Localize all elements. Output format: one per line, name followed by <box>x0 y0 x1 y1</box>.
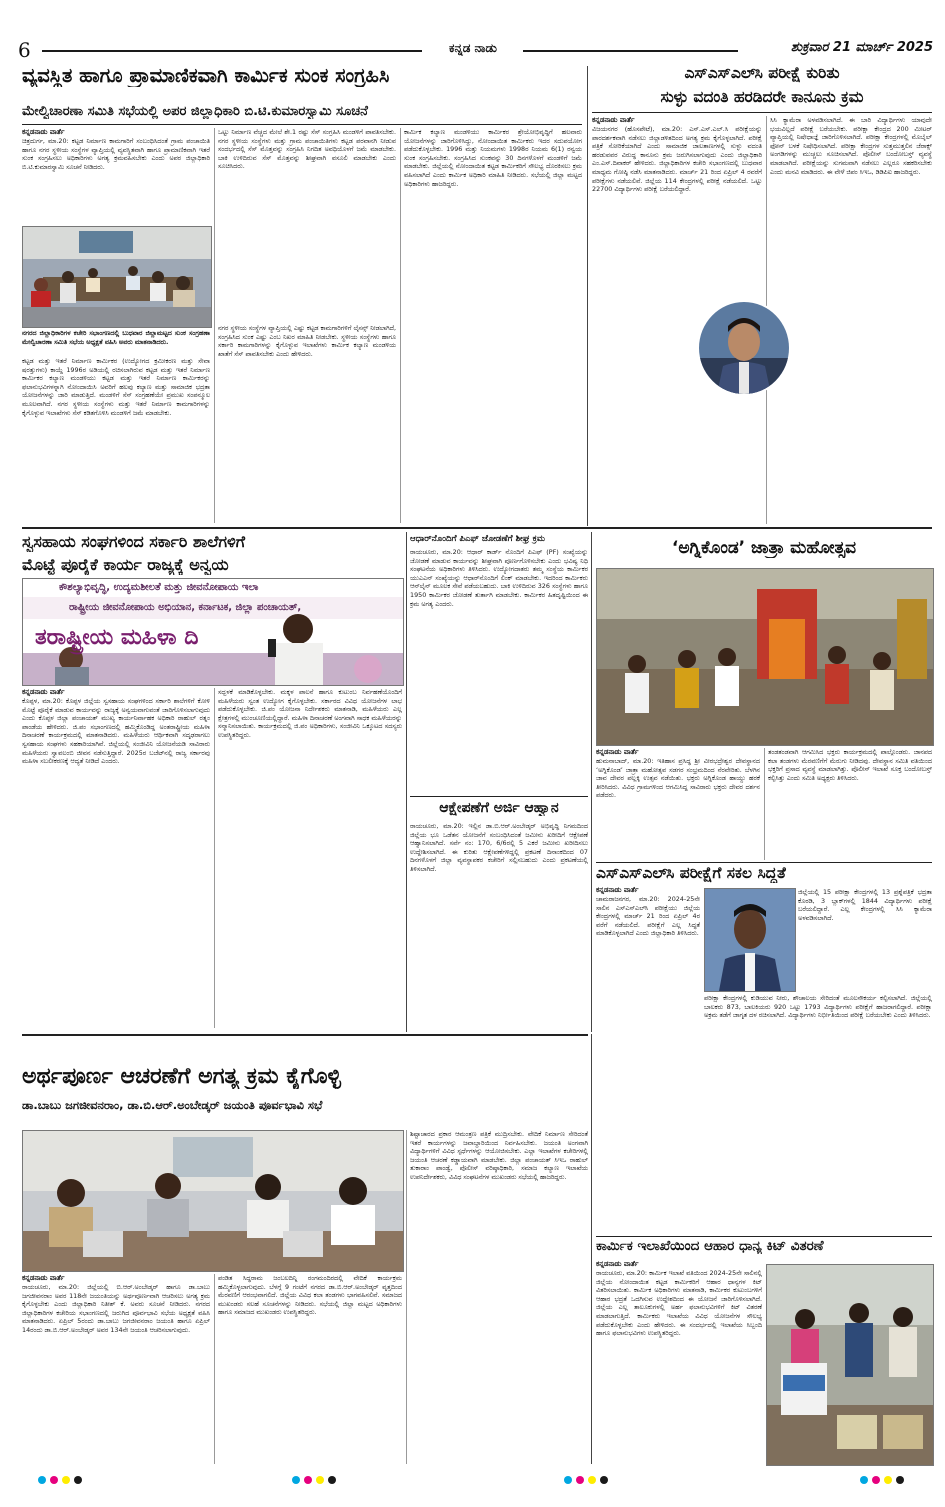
column-divider <box>214 128 215 523</box>
article-body: ರಾಯಚೂರು, ಮಾ.20: ಕಾರ್ಮಿಕ ಇಲಾಖೆ ವತಿಯಿಂದ 2024-25ನೇ ಸಾಲಿನಲ್ಲಿ ಜಿಲ್ಲೆಯ ನೋಂದಾಯಿತ ಕಟ್ಟಡ ಕಾರ್ಮಿಕರಿಗೆ ಆಹಾರ ಧಾನ್ಯಗಳ ಕಿಟ್ ವಿತರಿಸಲಾಯಿತು. ಕಾರ್ಮಿಕ ಅಧಿಕಾರಿಗಳು ಮಾತನಾಡಿ, ಕಾರ್ಮಿಕರ ಕುಟುಂಬಗಳಿಗೆ ಆಹಾರ ಭದ್ರತೆ ಒದಗಿಸುವ ಉದ್ದೇಶದಿಂದ ಈ ಯೋಜನೆ ಜಾರಿಗೊಳಿಸಲಾಗಿದೆ. ಜಿಲ್ಲೆಯ ಎಲ್ಲ ತಾಲೂಕುಗಳಲ್ಲಿ ಅರ್ಹ ಫಲಾನುಭವಿಗಳಿಗೆ ಕಿಟ್ ವಿತರಣೆ ಮಾಡಲಾಗುತ್ತಿದೆ. ಕಾರ್ಮಿಕರು ಇಲಾಖೆಯ ವಿವಿಧ ಯೋಜನೆಗಳ ಸೌಲಭ್ಯ ಪಡೆದುಕೊಳ್ಳಬೇಕು ಎಂದು ಹೇಳಿದರು. ಈ ಸಂದರ್ಭದಲ್ಲಿ ಇಲಾಖೆಯ ಸಿಬ್ಬಂದಿ ಹಾಗೂ ಫಲಾನುಭವಿಗಳು ಉಪಸ್ಥಿತರಿದ್ದರು. <box>596 1269 762 1338</box>
article-headline: ಆಧಾರ್‌ನೊಂದಿಗೆ ಪಿಎಫ್ ಜೋಡಣೆಗೆ ಶೀಘ್ರ ಕ್ರಮ <box>410 534 546 544</box>
divider <box>592 112 932 113</box>
article-body: ರಾಯಚೂರು, ಮಾ.20: ಆಧಾರ್ ಕಾರ್ಡ್ ನೊಂದಿಗೆ ಪಿಎಫ್ (PF) ಸಂಖ್ಯೆಯನ್ನು ಜೋಡಣೆ ಮಾಡುವ ಕಾರ್ಯವನ್ನು ಶೀಘ್ರವಾಗಿ ಪೂರ್ಣಗೊಳಿಸಬೇಕು ಎಂದು ಭವಿಷ್ಯ ನಿಧಿ ಸಂಘಟನೆಯ ಅಧಿಕಾರಿಗಳು ತಿಳಿಸಿದರು. ಉದ್ಯೋಗದಾತರು ತಮ್ಮ ಸಂಸ್ಥೆಯ ಕಾರ್ಮಿಕರ ಯುಎಎನ್ ಸಂಖ್ಯೆಯನ್ನು ಆಧಾರ್‌ನೊಂದಿಗೆ ಲಿಂಕ್ ಮಾಡಬೇಕು. ಇದರಿಂದ ಕಾರ್ಮಿಕರು ಆನ್‍ಲೈನ್ ಮೂಲಕ ಸೇವೆ ಪಡೆಯಬಹುದು. ಬಾಕಿ ಉಳಿದಿರುವ 326 ಸಂಸ್ಥೆಗಳು ಹಾಗೂ 1950 ಕಾರ್ಮಿಕರ ಜೋಡಣೆ ತುರ್ತಾಗಿ ಮಾಡಬೇಕು. ಕಾರ್ಮಿಕರ ಹಿತದೃಷ್ಟಿಯಿಂದ ಈ ಕ್ರಮ ಅಗತ್ಯ ಎಂದರು. <box>410 548 588 608</box>
official-portrait <box>704 888 796 992</box>
article-headline: ಎಸ್‍ಎಸ್‍ಎಲ್‍ಸಿ ಪರೀಕ್ಷೆ ಕುರಿತು <box>684 64 840 82</box>
column-divider <box>764 748 765 860</box>
article-column <box>22 1274 210 1464</box>
dateline: ಕನ್ನಡನಾಡು ವಾರ್ತೆ <box>22 688 65 696</box>
header-rule-left <box>42 50 422 52</box>
article-headline: ಆಕ್ಷೇಪಣೆಗೆ ಅರ್ಜಿ ಆಹ್ವಾನ <box>439 800 559 816</box>
section-divider <box>22 527 932 529</box>
article-headline: ಅರ್ಥಪೂರ್ಣ ಆಚರಣೆಗೆ ಅಗತ್ಯ ಕ್ರಮ ಕೈಗೊಳ್ಳಿ <box>22 1064 341 1089</box>
article-headline: ‘ಅಗ್ನಿಕೊಂಡ’ ಜಾತ್ರಾ ಮಹೋತ್ಸವ <box>671 538 857 558</box>
article-headline: ಎಸ್‍ಎಸ್‍ಎಲ್‍ಸಿ ಪರೀಕ್ಷೆಗೆ ಸಕಲ ಸಿದ್ಧತೆ <box>596 864 786 882</box>
registration-dot <box>62 1476 70 1484</box>
article-subhead: ಡಾ.ಬಾಬು ಜಗಜೀವನರಾಂ, ಡಾ.ಬಿ.ಆರ್.ಅಂಬೇಡ್ಕರ್ ಜಯಂತಿ ಪೂರ್ವಭಾವಿ ಸಭೆ <box>22 1098 323 1112</box>
article-body: ಹುಮನಾಬಾದ್, ಮಾ.20: ಇತಿಹಾಸ ಪ್ರಸಿದ್ಧ ಶ್ರೀ ವೀರಭದ್ರೇಶ್ವರ ದೇವಸ್ಥಾನದ ‘ಅಗ್ನಿಕೊಂಡ’ ಜಾತ್ರಾ ಮಹೋತ್ಸವ ಸಡಗರ ಸಂಭ್ರಮದಿಂದ ನೆರವೇರಿತು. ಬೆಳಗಿನ ಜಾವ ದೇವರ ಪಲ್ಲಕ್ಕಿ ಉತ್ಸವ ನಡೆಯಿತು. ಭಕ್ತರು ಅಗ್ನಿಕೊಂಡ ಹಾಯ್ದು ಹರಕೆ ತೀರಿಸಿದರು. ವಿವಿಧ ಗ್ರಾಮಗಳಿಂದ ಆಗಮಿಸಿದ್ದ ಸಾವಿರಾರು ಭಕ್ತರು ದೇವರ ದರ್ಶನ ಪಡೆದರು. <box>596 757 760 800</box>
dateline: ಕನ್ನಡನಾಡು ವಾರ್ತೆ <box>596 886 639 894</box>
article-body: ಸದ್ಬಳಕೆ ಮಾಡಿಕೊಳ್ಳಬೇಕು. ಮಕ್ಕಳ ಪಾಲನೆ ಹಾಗೂ ಕುಟುಂಬ ನಿರ್ವಹಣೆಯೊಂದಿಗೆ ಮಹಿಳೆಯರು ಸ್ವಂತ ಉದ್ಯೋಗ ಕೈಗೊಳ್ಳಬೇಕು. ಸರ್ಕಾರದ ವಿವಿಧ ಯೋಜನೆಗಳ ಲಾಭ ಪಡೆದುಕೊಳ್ಳಬೇಕು. ಜಿ.ಪಂ ಯೋಜನಾ ನಿರ್ದೇಶಕರು ಮಾತನಾಡಿ, ಮಹಿಳೆಯರು ಎಲ್ಲ ಕ್ಷೇತ್ರಗಳಲ್ಲಿ ಮುಂಚೂಣಿಯಲ್ಲಿದ್ದಾರೆ. ಮಹಿಳಾ ದಿನಾಚರಣೆ ಅಂಗವಾಗಿ ಸಾಧಕ ಮಹಿಳೆಯರನ್ನು ಸನ್ಮಾನಿಸಲಾಯಿತು. ಕಾರ್ಯಕ್ರಮದಲ್ಲಿ ಜಿ.ಪಂ ಅಧಿಕಾರಿಗಳು, ಸಂಜೀವಿನಿ ಒಕ್ಕೂಟದ ಸದಸ್ಯರು ಉಪಸ್ಥಿತರಿದ್ದರು. <box>218 688 402 739</box>
meeting-photo <box>22 1130 404 1272</box>
column-divider <box>214 1274 215 1464</box>
article-headline: ಸುಳ್ಳು ವದಂತಿ ಹರಡಿದರೇ ಕಾನೂನು ಕ್ರಮ <box>660 88 864 106</box>
article-column <box>596 748 760 860</box>
article-body: ಶಿಷ್ಟಾಚಾರದ ಪ್ರಕಾರ ಆಮಂತ್ರಣ ಪತ್ರಿಕೆ ಮುದ್ರಿಸಬೇಕು. ವೇದಿಕೆ ನಿರ್ಮಾಣ ಸೇರಿದಂತೆ ಇತರೆ ಕಾರ್ಯಗಳನ್ನು ಜವಾಬ್ದಾರಿಯಿಂದ ನಿರ್ವಹಿಸಬೇಕು. ಜಯಂತಿ ಅಂಗವಾಗಿ ವಿದ್ಯಾರ್ಥಿಗಳಿಗೆ ವಿವಿಧ ಸ್ಪರ್ಧೆಗಳನ್ನು ಆಯೋಜಿಸಬೇಕು. ಎಲ್ಲಾ ಇಲಾಖೆಗಳ ಕಚೇರಿಗಳಲ್ಲಿ ಜಯಂತಿ ಆಚರಣೆ ಕಡ್ಡಾಯವಾಗಿ ಮಾಡಬೇಕು. ಜಿಲ್ಲಾ ಪಂಚಾಯತ್ ಸಿಇಒ ರಾಹುಲ್ ತುಕಾರಾಂ ಪಾಂಡ್ವೆ, ಪೊಲೀಸ್ ವರಿಷ್ಠಾಧಿಕಾರಿ, ಸಮಾಜ ಕಲ್ಯಾಣ ಇಲಾಖೆಯ ಉಪನಿರ್ದೇಶಕರು, ವಿವಿಧ ಸಂಘಟನೆಗಳ ಮುಖಂಡರು ಸಭೆಯಲ್ಲಿ ಹಾಜರಿದ್ದರು. <box>410 1130 588 1181</box>
article-body: ಸಿಸಿ ಕ್ಯಾಮೆರಾ ಅಳವಡಿಸಲಾಗಿದೆ. ಈ ಬಾರಿ ವಿದ್ಯಾರ್ಥಿಗಳು ಯಾವುದೇ ಭಯವಿಲ್ಲದೆ ಪರೀಕ್ಷೆ ಬರೆಯಬೇಕು. ಪರೀಕ್ಷಾ ಕೇಂದ್ರದ 200 ಮೀಟರ್ ವ್ಯಾಪ್ತಿಯಲ್ಲಿ ನಿಷೇಧಾಜ್ಞೆ ಜಾರಿಗೊಳಿಸಲಾಗಿದೆ. ಪರೀಕ್ಷಾ ಕೇಂದ್ರಗಳಲ್ಲಿ ಮೊಬೈಲ್ ಫೋನ್ ಬಳಕೆ ನಿಷೇಧಿಸಲಾಗಿದೆ. ಪರೀಕ್ಷಾ ಕೇಂದ್ರಗಳ ಸುತ್ತಮುತ್ತಲಿನ ಜೆರಾಕ್ಸ್ ಅಂಗಡಿಗಳನ್ನು ಮುಚ್ಚಲು ಸೂಚಿಸಲಾಗಿದೆ. ಪೊಲೀಸ್ ಬಂದೋಬಸ್ತ್ ವ್ಯವಸ್ಥೆ ಮಾಡಲಾಗಿದೆ. ಪರೀಕ್ಷೆಯನ್ನು ಸುಗಮವಾಗಿ ನಡೆಸಲು ಎಲ್ಲರೂ ಸಹಕರಿಸಬೇಕು ಎಂದು ಮನವಿ ಮಾಡಿದರು. ಈ ವೇಳೆ ಜಿಪಂ ಸಿಇಒ, ಡಿಡಿಪಿಐ ಹಾಜರಿದ್ದರು. <box>770 116 932 176</box>
divider <box>596 862 932 863</box>
article-body: ರಾಯಚೂರು, ಮಾ.20: ಜಿಲ್ಲೆಯಲ್ಲಿ ಬಿ.ಆರ್.ಅಂಬೇಡ್ಕರ್ ಹಾಗೂ ಡಾ.ಬಾಬು ಜಗಜೀವನರಾಂ ಅವರ 118ನೇ ಜಯಂತಿಯನ್ನು ಅರ್ಥಪೂರ್ಣವಾಗಿ ಆಚರಿಸಲು ಅಗತ್ಯ ಕ್ರಮ ಕೈಗೊಳ್ಳಬೇಕು ಎಂದು ಜಿಲ್ಲಾಧಿಕಾರಿ ನಿತೀಶ್ ಕೆ. ಅವರು ಸೂಚನೆ ನೀಡಿದರು. ನಗರದ ಜಿಲ್ಲಾಧಿಕಾರಿಗಳ ಕಚೇರಿಯ ಸಭಾಂಗಣದಲ್ಲಿ ಜರುಗಿದ ಪೂರ್ವಭಾವಿ ಸಭೆಯ ಅಧ್ಯಕ್ಷತೆ ವಹಿಸಿ ಮಾತನಾಡಿದರು. ಏಪ್ರಿಲ್ 5ರಂದು ಡಾ.ಬಾಬು ಜಗಜೀವನರಾಂ ಜಯಂತಿ ಹಾಗೂ ಏಪ್ರಿಲ್ 14ರಂದು ಡಾ.ಬಿ.ಆರ್.ಅಂಬೇಡ್ಕರ್ ಅವರ 134ನೇ ಜಯಂತಿ ಆಚರಿಸಲಾಗುವುದು. <box>22 1283 210 1334</box>
dateline: ಕನ್ನಡನಾಡು ವಾರ್ತೆ <box>596 1260 639 1268</box>
registration-dot <box>884 1476 892 1484</box>
article-body: ಕೊಪ್ಪಳ, ಮಾ.20: ಕೊಪ್ಪಳ ಜಿಲ್ಲೆಯ ಸ್ವಸಹಾಯ ಸಂಘಗಳಿಂದ ಸರ್ಕಾರಿ ಶಾಲೆಗಳಿಗೆ ಕೋಳಿ ಮೊಟ್ಟೆ ಪೂರೈಕೆ ಮಾಡುವ ಕಾರ್ಯವನ್ನು ರಾಜ್ಯಕ್ಕೆ ಅನ್ವಯವಾಗುವಂತೆ ಜಾರಿಗೊಳಿಸಲಾಗುವುದು ಎಂದು ಕೊಪ್ಪಳ ಜಿಲ್ಲಾ ಪಂಚಾಯತ್ ಮುಖ್ಯ ಕಾರ್ಯನಿರ್ವಾಹಕ ಅಧಿಕಾರಿ ರಾಹುಲ್ ರತ್ನಂ ಪಾಂಡೆಯ ಹೇಳಿದರು. ಜಿ.ಪಂ ಸಭಾಂಗಣದಲ್ಲಿ ಹಮ್ಮಿಕೊಂಡಿದ್ದ ಅಂತರಾಷ್ಟ್ರೀಯ ಮಹಿಳಾ ದಿನಾಚರಣೆ ಕಾರ್ಯಕ್ರಮದಲ್ಲಿ ಮಾತನಾಡಿದರು. ಮಹಿಳೆಯರು ಆರ್ಥಿಕವಾಗಿ ಸದೃಢರಾಗಲು ಸ್ವಸಹಾಯ ಸಂಘಗಳು ಸಹಕಾರಿಯಾಗಿವೆ. ಜಿಲ್ಲೆಯಲ್ಲಿ ಸಂಜೀವಿನಿ ಯೋಜನೆಯಡಿ ಸಾವಿರಾರು ಮಹಿಳೆಯರು ಸ್ವಾವಲಂಬಿ ಜೀವನ ನಡೆಸುತ್ತಿದ್ದಾರೆ. 2025ರ ಬಜೆಟ್‍ನಲ್ಲಿ ರಾಜ್ಯ ಸರ್ಕಾರವು ಮಹಿಳಾ ಸಬಲೀಕರಣಕ್ಕೆ ಆದ್ಯತೆ ನೀಡಿದೆ ಎಂದರು. <box>22 697 210 766</box>
section-divider <box>591 532 592 1032</box>
registration-dot <box>304 1476 312 1484</box>
photo-caption: ನಗರದ ಜಿಲ್ಲಾಧಿಕಾರಿಗಳ ಕಚೇರಿ ಸಭಾಂಗಣದಲ್ಲಿ ಬುಧವಾರ ಜಿಲ್ಲಾಮಟ್ಟದ ಸುಂಕ ಸಂಗ್ರಹಣಾ ಮೇಲ್ವಿಚಾರಣಾ ಸಮಿತಿ ಸಭೆಯ ಅಧ್ಯಕ್ಷತೆ ವಹಿಸಿ ಅವರು ಮಾತನಾಡಿದರು. <box>22 329 210 346</box>
article-body: ಚಿತ್ರದುರ್ಗ, ಮಾ.20: ಕಟ್ಟಡ ನಿರ್ಮಾಣ ಕಾಮಗಾರಿಗೆ ಸಂಬಂಧಿಸಿದಂತೆ ಗ್ರಾಮ ಪಂಚಾಯಿತಿ ಹಾಗೂ ನಗರ ಸ್ಥಳೀಯ ಸಂಸ್ಥೆಗಳ ವ್ಯಾಪ್ತಿಯಲ್ಲಿ ವ್ಯವಸ್ಥಿತವಾಗಿ ಹಾಗೂ ಪ್ರಾಮಾಣಿಕವಾಗಿ ಇತರೆ ಸುಂಕ ಸಂಗ್ರಹಿಸಲು ಅಧಿಕಾರಿಗಳು ಅಗತ್ಯ ಕ್ರಮವಹಿಸಬೇಕು ಎಂದು ಅಪರ ಜಿಲ್ಲಾಧಿಕಾರಿ ಬಿ.ಟಿ.ಕುಮಾರಸ್ವಾಮಿ ಸೂಚನೆ ನೀಡಿದರು. <box>22 137 210 171</box>
banner-text: ತರಾಷ್ಟ್ರೀಯ ಮಹಿಳಾ ದಿ <box>35 625 199 650</box>
article-body: ಜಿಲ್ಲೆಯಲ್ಲಿ 15 ಪರೀಕ್ಷಾ ಕೇಂದ್ರಗಳಲ್ಲಿ 13 ಪ್ರಶ್ನೆಪತ್ರಿಕೆ ಭದ್ರತಾ ಕೊಠಡಿ, 3 ಬ್ಲಾಕ್‍ಗಳಲ್ಲಿ 1844 ವಿದ್ಯಾರ್ಥಿಗಳು ಪರೀಕ್ಷೆ ಬರೆಯಲಿದ್ದಾರೆ. ಎಲ್ಲ ಕೇಂದ್ರಗಳಲ್ಲಿ ಸಿಸಿ ಕ್ಯಾಮೆರಾ ಅಳವಡಿಸಲಾಗಿದೆ. <box>798 888 932 922</box>
column-divider <box>406 1130 407 1464</box>
article-body: ಒಟ್ಟು ನಿರ್ಮಾಣ ವೆಚ್ಚದ ಮೇಲೆ ಶೇ.1 ರಷ್ಟು ಸೆಸ್ ಸಂಗ್ರಹಿಸಿ ಮಂಡಳಿಗೆ ಪಾವತಿಸಬೇಕು. ನಗರ ಸ್ಥಳೀಯ ಸಂಸ್ಥೆಗಳು ಮತ್ತು ಗ್ರಾಮ ಪಂಚಾಯಿತಿಗಳು ಕಟ್ಟಡ ಪರವಾನಗಿ ನೀಡುವ ಸಂದರ್ಭದಲ್ಲಿ ಸೆಸ್ ಮೊತ್ತವನ್ನು ಸಂಗ್ರಹಿಸಿ ನಿಗದಿತ ಅವಧಿಯೊಳಗೆ ಜಮೆ ಮಾಡಬೇಕು. ಬಾಕಿ ಉಳಿದಿರುವ ಸೆಸ್ ಮೊತ್ತವನ್ನು ಶೀಘ್ರವಾಗಿ ವಸೂಲಿ ಮಾಡಬೇಕು ಎಂದು ಸೂಚಿಸಿದರು. <box>218 128 396 171</box>
section-divider <box>587 66 588 526</box>
section-divider <box>591 1034 592 1464</box>
column-divider <box>214 688 215 1028</box>
section-divider <box>22 1034 588 1036</box>
registration-dot <box>316 1476 324 1484</box>
article-body: ಕಾರ್ಮಿಕ ಕಲ್ಯಾಣ ಮಂಡಳಿಯು ಕಾರ್ಮಿಕರ ಶ್ರೇಯೋಭಿವೃದ್ಧಿಗೆ ಹಲವಾರು ಯೋಜನೆಗಳನ್ನು ಜಾರಿಗೊಳಿಸಿದ್ದು, ನೋಂದಾಯಿತ ಕಾರ್ಮಿಕರು ಇದರ ಸದುಪಯೋಗ ಪಡೆದುಕೊಳ್ಳಬೇಕು. 1996 ಮತ್ತು ನಿಯಮಗಳು 1998ರ ನಿಯಮ 6(1) ರನ್ವಯ ಸುಂಕ ಸಂಗ್ರಹಿಸಬೇಕು. ಸಂಗ್ರಹಿಸಿದ ಸುಂಕವನ್ನು 30 ದಿನಗಳೊಳಗೆ ಮಂಡಳಿಗೆ ಜಮೆ ಮಾಡಬೇಕು. ಜಿಲ್ಲೆಯಲ್ಲಿ ನೋಂದಾಯಿತ ಕಟ್ಟಡ ಕಾರ್ಮಿಕರಿಗೆ ಸೌಲಭ್ಯ ದೊರಕಿಸಲು ಕ್ರಮ ವಹಿಸಲಾಗಿದೆ ಎಂದು ಕಾರ್ಮಿಕ ಅಧಿಕಾರಿ ಮಾಹಿತಿ ನೀಡಿದರು. ಸಭೆಯಲ್ಲಿ ಜಿಲ್ಲಾ ಮಟ್ಟದ ಅಧಿಕಾರಿಗಳು ಹಾಜರಿದ್ದರು. <box>404 128 582 188</box>
divider <box>596 1236 932 1237</box>
article-body: ಚಾಮರಾಜನಗರ, ಮಾ.20: 2024-25ನೇ ಸಾಲಿನ ಎಸ್‍ಎಸ್‍ಎಲ್‍ಸಿ ಪರೀಕ್ಷೆಯು ಜಿಲ್ಲೆಯ ಕೇಂದ್ರಗಳಲ್ಲಿ ಮಾರ್ಚ್ 21 ರಿಂದ ಏಪ್ರಿಲ್ 4ರ ವರೆಗೆ ನಡೆಯಲಿದೆ. ಪರೀಕ್ಷೆಗೆ ಎಲ್ಲ ಸಿದ್ಧತೆ ಮಾಡಿಕೊಳ್ಳಲಾಗಿದೆ ಎಂದು ಜಿಲ್ಲಾಧಿಕಾರಿ ತಿಳಿಸಿದರು. <box>596 895 700 938</box>
dateline: ಕನ್ನಡನಾಡು ವಾರ್ತೆ <box>596 748 639 756</box>
article-subhead: ಮೇಲ್ವಿಚಾರಣಾ ಸಮಿತಿ ಸಭೆಯಲ್ಲಿ ಅಪರ ಜಿಲ್ಲಾಧಿಕಾರಿ ಬಿ.ಟಿ.ಕುಮಾರಸ್ವಾಮಿ ಸೂಚನೆ <box>22 104 368 119</box>
article-headline: ವ್ಯವಸ್ಥಿತ ಹಾಗೂ ಪ್ರಾಮಾಣಿಕವಾಗಿ ಕಾರ್ಮಿಕ ಸುಂಕ ಸಂಗ್ರಹಿಸಿ <box>22 64 390 87</box>
page-header <box>18 38 933 64</box>
festival-photo <box>596 568 934 746</box>
article-body: ನಗರ ಸ್ಥಳೀಯ ಸಂಸ್ಥೆಗಳ ವ್ಯಾಪ್ತಿಯಲ್ಲಿ ಎಷ್ಟು ಕಟ್ಟಡ ಕಾಮಗಾರಿಗಳಿಗೆ ಲೈಸನ್ಸ್ ನೀಡಲಾಗಿದೆ, ಸಂಗ್ರಹಿಸಿದ ಸುಂಕ ಎಷ್ಟು ಎಂಬ ನಿಖರ ಮಾಹಿತಿ ನೀಡಬೇಕು. ಸ್ಥಳೀಯ ಸಂಸ್ಥೆಗಳು ಹಾಗೂ ಸರ್ಕಾರಿ ಕಾಮಗಾರಿಗಳನ್ನು ಕೈಗೊಳ್ಳುವ ಇಲಾಖೆಗಳು ಕಾರ್ಮಿಕ ಕಲ್ಯಾಣ ಮಂಡಳಿಯ ಖಾತೆಗೆ ಸೆಸ್ ಪಾವತಿಸಬೇಕು ಎಂದು ಹೇಳಿದರು. <box>218 324 396 358</box>
registration-dot <box>50 1476 58 1484</box>
registration-dot <box>860 1476 868 1484</box>
registration-dot <box>328 1476 336 1484</box>
article-body: ಪರೀಕ್ಷಾ ಕೇಂದ್ರಗಳಲ್ಲಿ ಕುಡಿಯುವ ನೀರು, ಶೌಚಾಲಯ ಸೇರಿದಂತೆ ಮೂಲಸೌಕರ್ಯ ಕಲ್ಪಿಸಲಾಗಿದೆ. ಜಿಲ್ಲೆಯಲ್ಲಿ ಬಾಲಕರು 873, ಬಾಲಕಿಯರು 920 ಒಟ್ಟು 1793 ವಿದ್ಯಾರ್ಥಿಗಳು ಪರೀಕ್ಷೆಗೆ ಹಾಜರಾಗಲಿದ್ದಾರೆ. ಪರೀಕ್ಷಾ ಅಕ್ರಮ ತಡೆಗೆ ಜಾಗೃತ ದಳ ರಚಿಸಲಾಗಿದೆ. ವಿದ್ಯಾರ್ಥಿಗಳು ನಿರ್ಭೀತಿಯಿಂದ ಪರೀಕ್ಷೆ ಬರೆಯಬೇಕು ಎಂದು ತಿಳಿಸಿದರು. <box>704 994 932 1020</box>
registration-dot <box>588 1476 596 1484</box>
registration-dot <box>896 1476 904 1484</box>
registration-dot <box>292 1476 300 1484</box>
registration-dot <box>74 1476 82 1484</box>
article-column <box>596 1260 762 1464</box>
article-body: ಕಟ್ಟಡ ಮತ್ತು ಇತರೆ ನಿರ್ಮಾಣ ಕಾರ್ಮಿಕರ (ಉದ್ಯೋಗದ ಕ್ರಮೀಕರಣ ಮತ್ತು ಸೇವಾ ಷರತ್ತುಗಳು) ಕಾಯ್ದೆ 1996ರ ಅಡಿಯಲ್ಲಿ ರಚಿಸಲಾಗಿರುವ ಕಟ್ಟಡ ಮತ್ತು ಇತರೆ ನಿರ್ಮಾಣ ಕಾರ್ಮಿಕರ ಕಲ್ಯಾಣ ಮಂಡಳಿಯು ಕಟ್ಟಡ ಮತ್ತು ಇತರೆ ನಿರ್ಮಾಣ ಕಾರ್ಮಿಕರನ್ನು ಫಲಾನುಭವಿಗಳನ್ನಾಗಿ ನೋಂದಾಯಿಸಿ ಅವರಿಗೆ ಹಲವು ಕಲ್ಯಾಣ ಮತ್ತು ಸಾಮಾಜಿಕ ಭದ್ರತಾ ಯೋಜನೆಗಳನ್ನು ಜಾರಿ ಮಾಡುತ್ತಿದೆ. ಮಂಡಳಿಗೆ ಸೆಸ್ ಸಂಗ್ರಹಣೆಯೇ ಪ್ರಮುಖ ಸಂಪನ್ಮೂಲ ಮೂಲವಾಗಿದೆ. ನಗರ ಸ್ಥಳೀಯ ಸಂಸ್ಥೆಗಳು ಮತ್ತು ಇತರೆ ನಿರ್ಮಾಣ ಕಾಮಗಾರಿಗಳನ್ನು ಕೈಗೊಳ್ಳುವ ಇಲಾಖೆಗಳು ಸೆಸ್ ಕಡಿತಗೊಳಿಸಿ ಮಂಡಳಿಗೆ ಜಮೆ ಮಾಡಬೇಕು. <box>22 357 210 417</box>
article-column <box>22 128 210 224</box>
article-column <box>22 688 210 1028</box>
article-headline: ಮೊಟ್ಟೆ ಪೂರೈಕೆ ಕಾರ್ಯ ರಾಜ್ಯಕ್ಕೆ ಅನ್ವಯ <box>22 555 229 574</box>
registration-dot <box>564 1476 572 1484</box>
registration-dot <box>600 1476 608 1484</box>
section-divider <box>406 532 407 1032</box>
divider <box>22 124 582 125</box>
registration-dot <box>872 1476 880 1484</box>
article-body: ತಂಡತಂಡವಾಗಿ ಆಗಮಿಸಿದ ಭಕ್ತರು ಕಾರ್ಯಕ್ರಮದಲ್ಲಿ ಪಾಲ್ಗೊಂಡರು. ಜಾನಪದ ಕಲಾ ತಂಡಗಳು ಮೆರವಣಿಗೆಗೆ ಮೆರುಗು ನೀಡಿದವು. ದೇವಸ್ಥಾನ ಸಮಿತಿ ವತಿಯಿಂದ ಭಕ್ತರಿಗೆ ಪ್ರಸಾದ ವ್ಯವಸ್ಥೆ ಮಾಡಲಾಗಿತ್ತು. ಪೊಲೀಸ್ ಇಲಾಖೆ ಸೂಕ್ತ ಬಂದೋಬಸ್ತ್ ಕಲ್ಪಿಸಿತ್ತು ಎಂದು ಸಮಿತಿ ಅಧ್ಯಕ್ಷರು ತಿಳಿಸಿದರು. <box>768 748 932 782</box>
distribution-photo <box>766 1264 934 1466</box>
page-number: 6 <box>18 38 31 62</box>
registration-dot <box>38 1476 46 1484</box>
article-body: ರಾಯಚೂರು, ಮಾ.20: ಇಲ್ಲಿನ ಡಾ.ಬಿ.ಆರ್.ಅಂಬೇಡ್ಕರ್ ಅಭಿವೃದ್ಧಿ ನಿಗಮದಿಂದ ಜಿಲ್ಲೆಯ ಭೂ ಒಡೆತನ ಯೋಜನೆಗೆ ಸಂಬಂಧಿಸಿದಂತೆ ಜಮೀನು ಖರೀದಿಗೆ ಆಕ್ಷೇಪಣೆ ಆಹ್ವಾನಿಸಲಾಗಿದೆ. ಸರ್ವೆ ನಂ: 170, 6/6ರಲ್ಲಿ 5 ಎಕರೆ ಜಮೀನು ಖರೀದಿಸಲು ಉದ್ದೇಶಿಸಲಾಗಿದೆ. ಈ ಕುರಿತು ಆಕ್ಷೇಪಣೆಗಳಿದ್ದಲ್ಲಿ ಪ್ರಕಟಣೆ ದಿನಾಂಕದಿಂದ 07 ದಿನಗಳೊಳಗೆ ಜಿಲ್ಲಾ ವ್ಯವಸ್ಥಾಪಕರ ಕಚೇರಿಗೆ ಸಲ್ಲಿಸಬಹುದು ಎಂದು ಪ್ರಕಟಣೆಯಲ್ಲಿ ತಿಳಿಸಲಾಗಿದೆ. <box>410 822 588 873</box>
dateline: ಕನ್ನಡನಾಡು ವಾರ್ತೆ <box>22 128 65 136</box>
article-headline: ಸ್ವಸಹಾಯ ಸಂಘಗಳಿಂದ ಸರ್ಕಾರಿ ಶಾಲೆಗಳಿಗೆ <box>22 532 246 551</box>
divider <box>410 796 588 797</box>
banner-text: ಕೌಶಲ್ಯಾಭಿವೃದ್ಧಿ, ಉದ್ಯಮಶೀಲತೆ ಮತ್ತು ಜೀವನೋಪಾಯ ಇಲಾ <box>59 582 259 593</box>
article-headline: ಕಾರ್ಮಿಕ ಇಲಾಖೆಯಿಂದ ಆಹಾರ ಧಾನ್ಯ ಕಿಟ್ ವಿತರಣೆ <box>596 1238 824 1254</box>
dateline: ಕನ್ನಡನಾಡು ವಾರ್ತೆ <box>22 1274 65 1282</box>
header-rule-right <box>523 50 738 52</box>
article-body: ಪಂಡಿತ ಸಿದ್ಧರಾಮ ಜಂಬಲದಿನ್ನಿ ರಂಗಮಂದಿರದಲ್ಲಿ ವೇದಿಕೆ ಕಾರ್ಯಕ್ರಮ ಹಮ್ಮಿಕೊಳ್ಳಲಾಗುವುದು. ಬೆಳಗ್ಗೆ 9 ಗಂಟೆಗೆ ನಗರದ ಡಾ.ಬಿ.ಆರ್.ಅಂಬೇಡ್ಕರ್ ವೃತ್ತದಿಂದ ಮೆರವಣಿಗೆ ಆರಂಭವಾಗಲಿದೆ. ಜಿಲ್ಲೆಯ ವಿವಿಧ ಕಲಾ ತಂಡಗಳು ಭಾಗವಹಿಸಲಿವೆ. ಸಮಾಜದ ಮುಖಂಡರು ಸಲಹೆ ಸೂಚನೆಗಳನ್ನು ನೀಡಿದರು. ಸಭೆಯಲ್ಲಿ ಜಿಲ್ಲಾ ಮಟ್ಟದ ಅಧಿಕಾರಿಗಳು ಹಾಗೂ ಸಮಾಜದ ಮುಖಂಡರು ಉಪಸ್ಥಿತರಿದ್ದರು. <box>218 1274 402 1317</box>
column-divider <box>400 128 401 523</box>
issue-date: ಶುಕ್ರವಾರ 21 ಮಾರ್ಚ್ 2025 <box>790 40 933 55</box>
meeting-photo <box>22 226 212 328</box>
dateline: ಕನ್ನಡನಾಡು ವಾರ್ತೆ <box>592 116 635 124</box>
event-photo <box>22 578 404 686</box>
article-body: ವಿಜಯನಗರ (ಹೊಸಪೇಟೆ), ಮಾ.20: ಎಸ್.ಎಸ್.ಎಲ್.ಸಿ ಪರೀಕ್ಷೆಯನ್ನು ಪಾರದರ್ಶಕವಾಗಿ ನಡೆಸಲು ಜಿಲ್ಲಾಡಳಿತದಿಂದ ಅಗತ್ಯ ಕ್ರಮ ಕೈಗೊಳ್ಳಲಾಗಿದೆ. ಪರೀಕ್ಷೆ ಪತ್ರಿಕೆ ಸೋರಿಕೆಯಾಗಿದೆ ಎಂದು ಸಾಮಾಜಿಕ ಜಾಲತಾಣಗಳಲ್ಲಿ ಸುಳ್ಳು ವದಂತಿ ಹರಡುವವರ ವಿರುದ್ಧ ಕಾನೂನು ಕ್ರಮ ಜರುಗಿಸಲಾಗುವುದು ಎಂದು ಜಿಲ್ಲಾಧಿಕಾರಿ ಎಂ.ಎಸ್.ದಿವಾಕರ್ ಹೇಳಿದರು. ಜಿಲ್ಲಾಧಿಕಾರಿಗಳ ಕಚೇರಿ ಸಭಾಂಗಣದಲ್ಲಿ ಬುಧವಾರ ಮಾಧ್ಯಮ ಗೋಷ್ಠಿ ನಡೆಸಿ ಮಾತನಾಡಿದರು. ಮಾರ್ಚ್ 21 ರಿಂದ ಏಪ್ರಿಲ್ 4 ರವರೆಗೆ ಪರೀಕ್ಷೆಗಳು ನಡೆಯಲಿವೆ. ಜಿಲ್ಲೆಯ 114 ಕೇಂದ್ರಗಳಲ್ಲಿ ಪರೀಕ್ಷೆ ನಡೆಯಲಿದೆ. ಒಟ್ಟು 22700 ವಿದ್ಯಾರ್ಥಿಗಳು ಪರೀಕ್ಷೆ ಬರೆಯಲಿದ್ದಾರೆ. <box>592 125 762 194</box>
article-column <box>596 886 700 1030</box>
paper-name: ಕನ್ನಡ ನಾಡು <box>449 41 497 55</box>
registration-dot <box>576 1476 584 1484</box>
banner-text: ರಾಷ್ಟ್ರೀಯ ಜೀವನೋಪಾಯ ಅಭಿಯಾನ, ಕರ್ನಾಟಕ, ಜಿಲ್ಲಾ ಪಂಚಾಯತ್, <box>69 602 302 613</box>
